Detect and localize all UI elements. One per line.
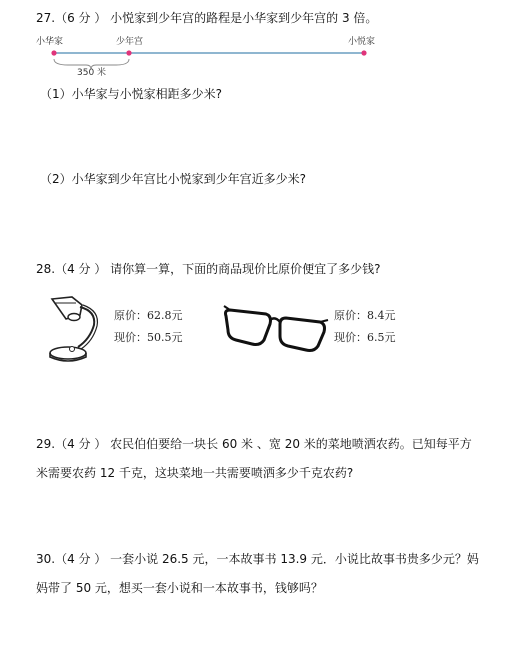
point-xiaohua (51, 50, 56, 55)
glasses-original-price: 原价：8.4元 (334, 309, 396, 322)
q27-part1: （1）小华家与小悦家相距多少米? (40, 87, 223, 101)
distance-diagram (28, 31, 498, 81)
glasses-current-price: 现价：6.5元 (334, 331, 396, 344)
q29-line2: 米需要农药 12 千克，这块菜地一共需要喷洒多少千克农药? (36, 466, 354, 480)
label-xiaoyue-home: 小悦家 (348, 37, 376, 47)
q30-line1: 30.（4 分 ） 一套小说 26.5 元，一本故事书 13.9 元．小说比故事书贵多少元？妈 (36, 552, 479, 566)
q29-line1: 29.（4 分 ） 农民伯伯要给一块长 60 米 、宽 20 米的菜地喷洒农药。已知每平方 (36, 437, 472, 451)
q27-header: 27.（6 分 ） 小悦家到少年宫的路程是小华家到少年宫的 3 倍。 (36, 11, 378, 25)
desk-lamp-icon (44, 293, 104, 363)
q28-header: 28.（4 分 ） 请你算一算，下面的商品现价比原价便宜了多少钱? (36, 262, 381, 276)
glasses-icon (220, 302, 332, 354)
label-youth-palace: 少年宫 (116, 37, 144, 47)
q30-line2: 妈带了 50 元，想买一套小说和一本故事书，钱够吗？ (36, 581, 323, 595)
distance-label: 350 米 (77, 68, 107, 78)
lamp-current-price: 现价：50.5元 (114, 331, 183, 344)
lamp-original-price: 原价：62.8元 (114, 309, 183, 322)
point-xiaoyue (361, 50, 366, 55)
label-xiaohua-home: 小华家 (36, 37, 64, 47)
q27-part2: （2）小华家到少年宫比小悦家到少年宫近多少米? (40, 172, 307, 186)
point-youth-palace (126, 50, 131, 55)
